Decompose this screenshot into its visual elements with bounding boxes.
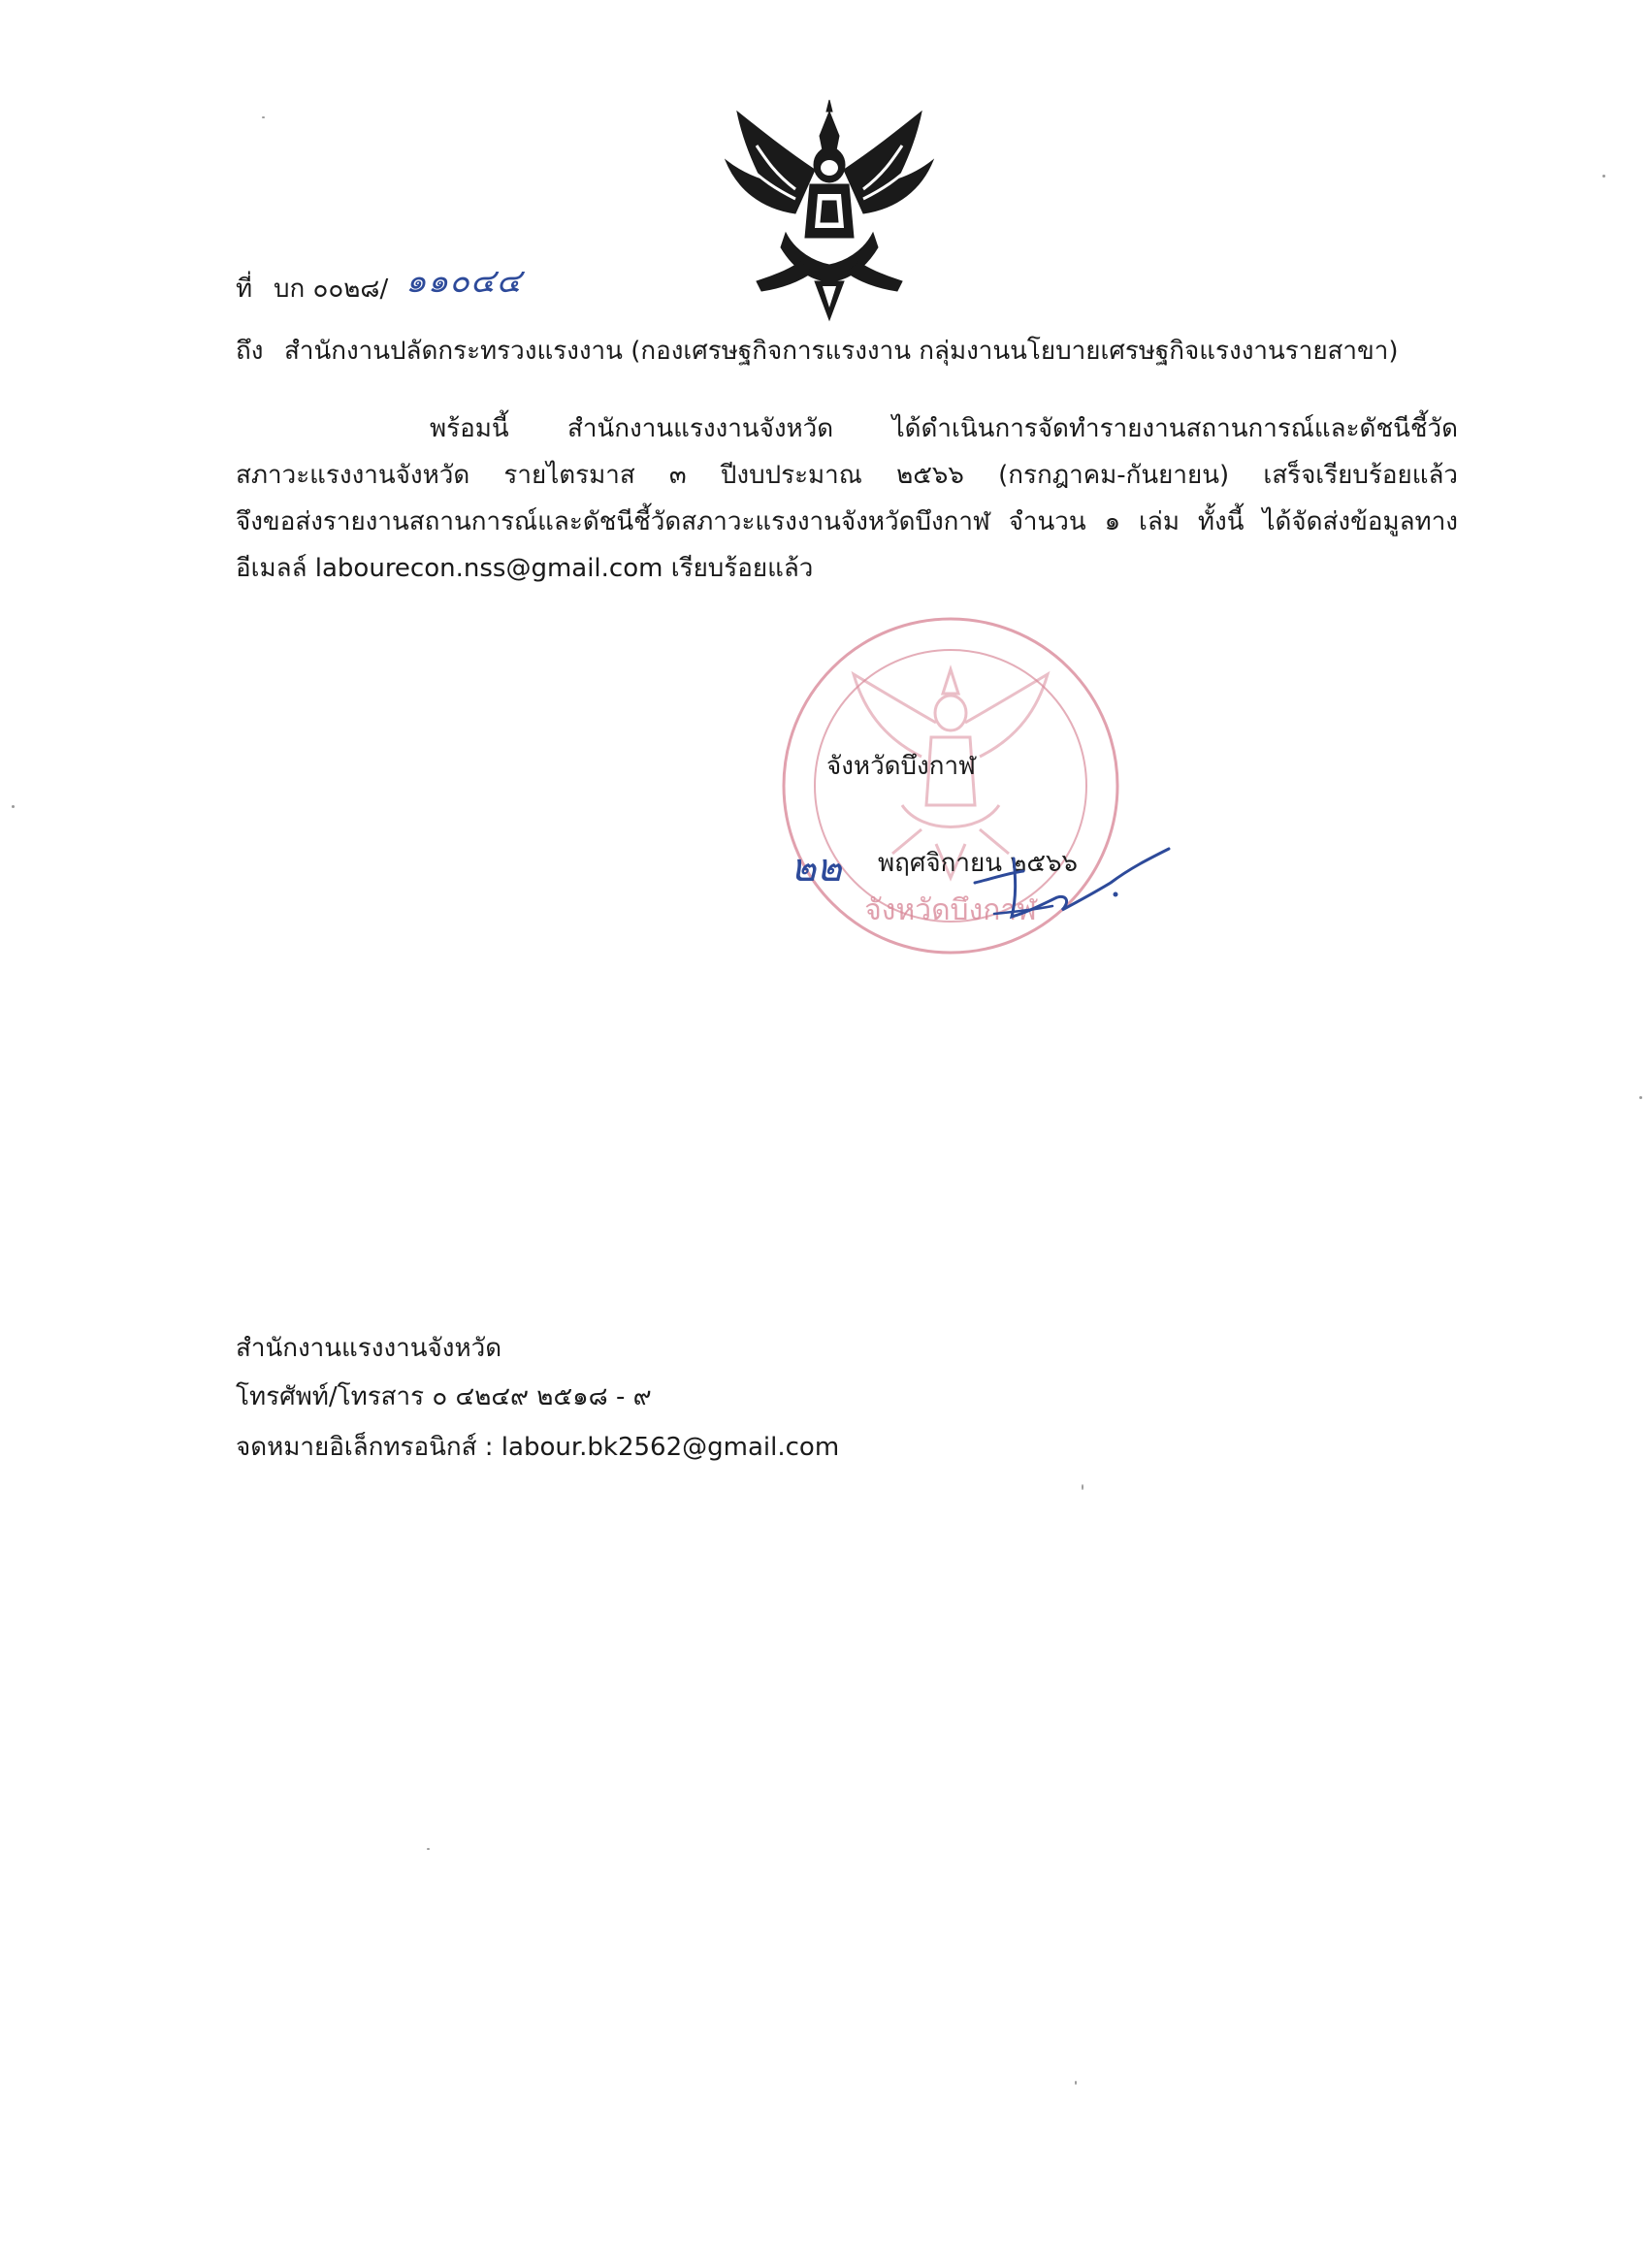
body-line: อีเมลล์ labourecon.nss@gmail.com เรียบร้อยแล้ว bbox=[236, 554, 814, 583]
scan-speck bbox=[427, 1848, 430, 1850]
reference-label: ที่ bbox=[236, 275, 253, 304]
footer-office: สำนักงานแรงงานจังหวัด bbox=[236, 1334, 502, 1363]
scan-speck bbox=[1602, 175, 1605, 178]
body-line: จึงขอส่งรายงานสถานการณ์และดัชนีชี้วัดสภาวะแรงงานจังหวัดบึงกาฬ จำนวน ๑ เล่ม ทั้งนี้ ได้จัดส่งข้อมูลทาง bbox=[236, 507, 1458, 536]
body-line: สภาวะแรงงานจังหวัด รายไตรมาส ๓ ปีงบประมาณ ๒๕๖๖ (กรกฎาคม-กันยายน) เสร็จเรียบร้อยแล้ว bbox=[236, 461, 1458, 490]
scan-speck bbox=[1639, 1096, 1642, 1099]
signature-date: พฤศจิกายน ๒๕๖๖ bbox=[878, 849, 1079, 878]
reference-number-handwritten: ๑๑๐๔๔ bbox=[405, 262, 523, 301]
seal-text: จังหวัดบึงกาฬ bbox=[864, 893, 1037, 927]
body-line: พร้อมนี้ สำนักงานแรงงานจังหวัด ได้ดำเนินการจัดทำรายงานสถานการณ์และดัชนีชี้วัด bbox=[430, 414, 1458, 443]
footer-email: จดหมายอิเล็กทรอนิกส์ : labour.bk2562@gmail.com bbox=[236, 1433, 840, 1462]
footer-phone: โทรศัพท์/โทรสาร ๐ ๔๒๔๙ ๒๕๑๘ - ๙ bbox=[236, 1382, 652, 1411]
garuda-emblem-icon bbox=[718, 92, 941, 325]
signature-province: จังหวัดบึงกาฬ bbox=[826, 752, 976, 781]
scan-speck bbox=[12, 805, 15, 808]
signature-day-handwritten: ๒๒ bbox=[791, 846, 842, 891]
recipient-label: ถึง bbox=[236, 337, 264, 366]
scan-speck bbox=[1082, 1484, 1083, 1490]
handwritten-signature-icon bbox=[955, 825, 1179, 931]
reference-number-prefix: บก ๐๐๒๘/ bbox=[274, 275, 389, 304]
recipient-line bbox=[236, 332, 1399, 371]
scan-speck bbox=[1075, 2081, 1077, 2085]
body-paragraph bbox=[236, 405, 1458, 592]
recipient-text: สำนักงานปลัดกระทรวงแรงงาน (กองเศรษฐกิจการแรงงาน กลุ่มงานนโยบายเศรษฐกิจแรงงานรายสาขา) bbox=[284, 337, 1399, 366]
scan-speck bbox=[262, 116, 265, 118]
